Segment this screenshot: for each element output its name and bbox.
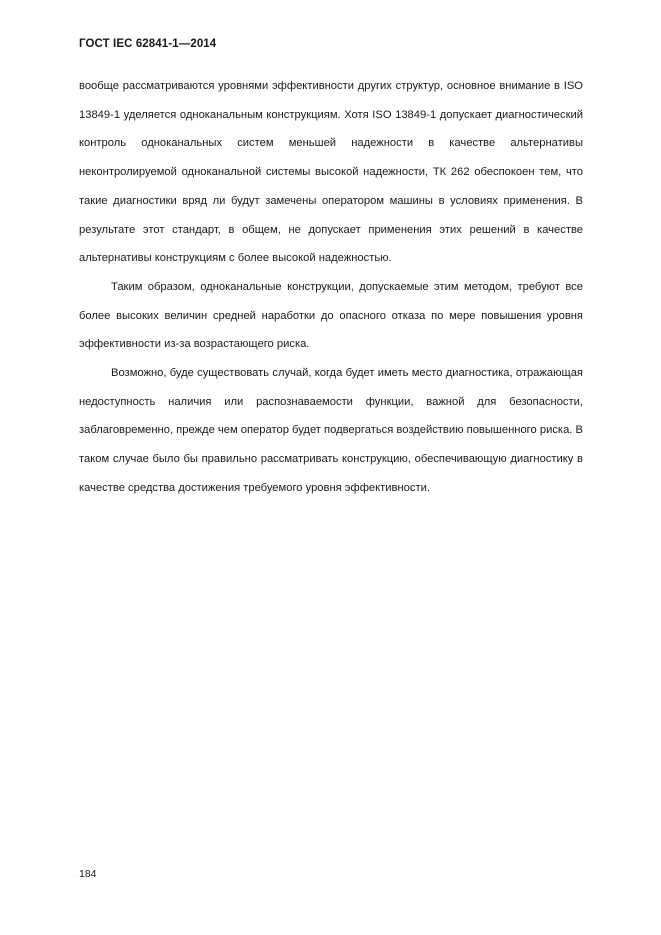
document-header: ГОСТ IEC 62841-1—2014 <box>79 38 217 50</box>
paragraph: Возможно, буде существовать случай, когда будет иметь место диагностика, отражающая недоступность наличия или распознаваемости функции, важной для безопасности, заблаговременно, прежде чем оператор будет подвергаться воздействию повышенного риска. В таком случае было бы правильно рассматривать конструкцию, обеспечивающую диагностику в качестве средства достижения требуемого уровня эффективности. <box>79 367 583 494</box>
page-number: 184 <box>79 868 97 880</box>
document-body <box>79 72 583 503</box>
paragraph-continuation: вообще рассматриваются уровнями эффективности других структур, основное внимание в ISO 13849-1 уделяется одноканальным конструкциям. Хотя ISO 13849-1 допускает диагностический контроль одноканальных систем меньшей надежности в качестве альтернативы неконтролируемой одноканальной системы высокой надежности, ТК 262 обеспокоен тем, что такие диагностики вряд ли будут замечены оператором машины в условиях применения. В результате этот стандарт, в общем, не допускает применения этих решений в качестве альтернативы конструкциям с более высокой надежностью. <box>79 80 583 265</box>
paragraph: Таким образом, одноканальные конструкции, допускаемые этим методом, требуют все более высоких величин средней наработки до опасного отказа по мере повышения уровня эффективности из-за возрастающего риска. <box>79 280 583 351</box>
